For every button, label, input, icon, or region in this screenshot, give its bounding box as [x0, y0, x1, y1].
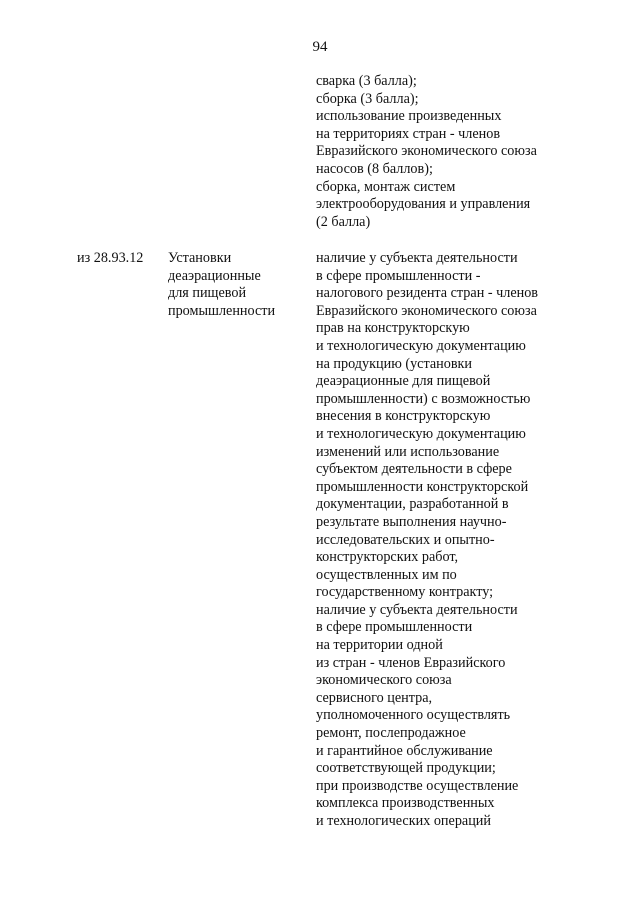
condition-line: в сфере промышленности -: [316, 267, 481, 284]
condition-line: на территории одной: [316, 637, 443, 654]
condition-line: внесения в конструкторскую: [316, 408, 491, 425]
condition-line: и технологических операций: [316, 813, 491, 829]
condition-line: и гарантийное обслуживание: [316, 742, 493, 759]
condition-line: на территориях стран - членов: [316, 125, 501, 142]
condition-line: и технологическую документацию: [316, 425, 526, 442]
condition-line: субъектом деятельности в сфере: [316, 461, 512, 478]
product-code: из 28.93.12: [77, 250, 144, 266]
condition-line: деаэрационные для пищевой: [316, 373, 491, 390]
condition-line: экономического союза: [316, 672, 452, 689]
condition-line: промышленности) с возможностью: [316, 390, 531, 407]
condition-line: ремонт, послепродажное: [316, 725, 466, 742]
condition-line: в сфере промышленности: [316, 619, 473, 636]
condition-line: (2 балла): [316, 213, 371, 230]
condition-line: наличие у субъекта деятельности: [316, 601, 518, 618]
condition-line: сборка, монтаж систем: [316, 178, 456, 195]
condition-line: конструкторских работ,: [316, 549, 459, 566]
product-name: [168, 250, 275, 320]
condition-line: комплекса производственных: [316, 795, 495, 812]
condition-line: промышленности конструкторской: [316, 478, 529, 495]
condition-line: при производстве осуществление: [316, 777, 519, 794]
condition-line: из стран - членов Евразийского: [316, 654, 506, 671]
product-name-line: Установки: [168, 250, 232, 266]
product-name-line: деаэрационные: [168, 267, 261, 284]
condition-line: использование произведенных: [316, 108, 502, 125]
condition-line: наличие у субъекта деятельности: [316, 250, 518, 266]
page-number: 94: [312, 39, 328, 55]
product-name-line: для пищевой: [168, 285, 247, 302]
condition-line: государственному контракту;: [316, 584, 494, 601]
condition-line: сервисного центра,: [316, 689, 433, 706]
condition-line: уполномоченного осуществлять: [316, 707, 511, 724]
condition-line: сварка (3 балла);: [316, 73, 417, 89]
condition-line: Евразийского экономического союза: [316, 143, 537, 160]
condition-line: исследовательских и опытно-: [316, 531, 495, 548]
condition-line: сборка (3 балла);: [316, 90, 419, 107]
condition-line: прав на конструкторскую: [316, 320, 470, 337]
condition-line: на продукцию (установки: [316, 355, 472, 372]
condition-line: осуществленных им по: [316, 566, 457, 583]
continued-conditions: [316, 73, 537, 231]
product-conditions: [316, 250, 538, 831]
condition-line: соответствующей продукции;: [316, 760, 496, 777]
condition-line: изменений или использование: [316, 443, 500, 460]
product-name-line: промышленности: [168, 302, 276, 319]
condition-line: налогового резидента стран - членов: [316, 285, 539, 302]
condition-line: электрооборудования и управления: [316, 196, 531, 213]
condition-line: документации, разработанной в: [316, 496, 509, 513]
condition-line: Евразийского экономического союза: [316, 302, 537, 319]
condition-line: насосов (8 баллов);: [316, 160, 433, 177]
condition-line: результате выполнения научно-: [316, 513, 507, 530]
condition-line: и технологическую документацию: [316, 337, 526, 354]
